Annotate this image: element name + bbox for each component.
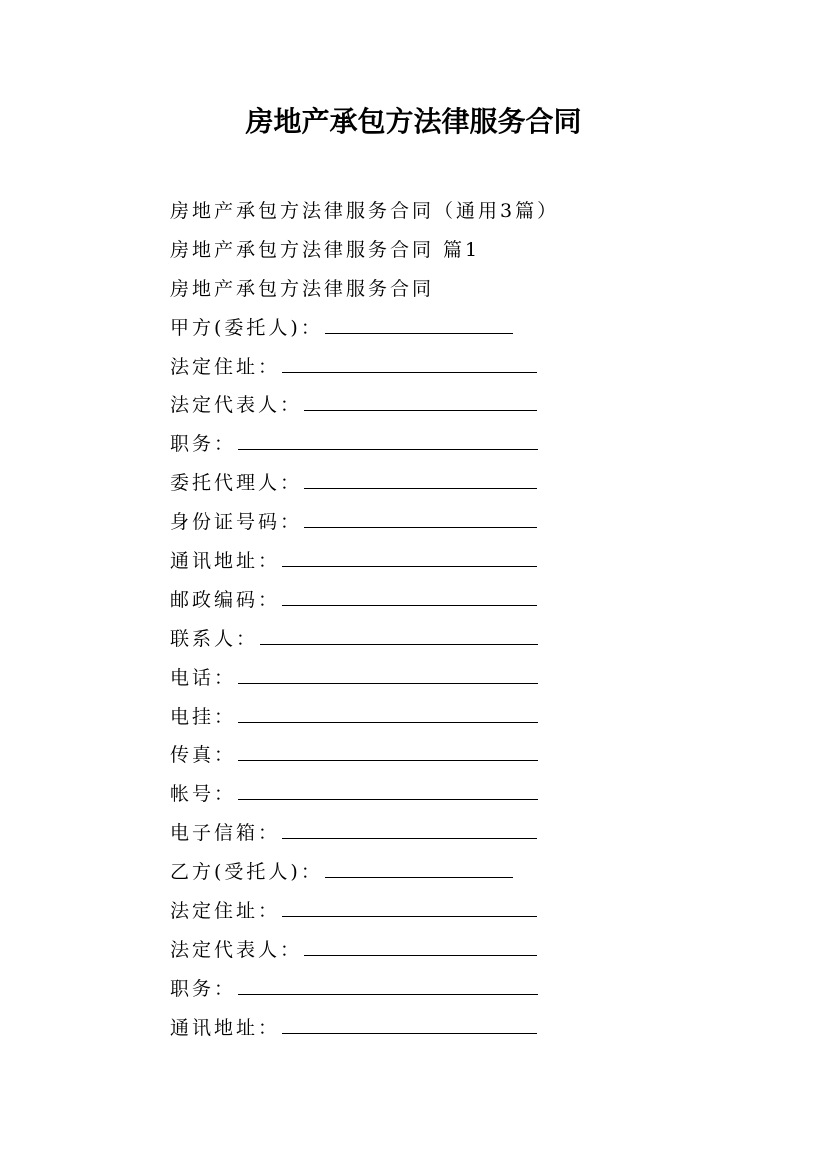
- field-line: [170, 503, 730, 542]
- field-label: 法定住址：: [170, 900, 281, 923]
- field-label: 通讯地址：: [170, 1016, 281, 1039]
- field-label: 邮政编码：: [170, 588, 281, 611]
- field-label: 委托代理人：: [170, 472, 303, 495]
- fill-in-blank[interactable]: [282, 837, 537, 839]
- fill-in-blank[interactable]: [304, 526, 537, 528]
- field-label: 法定住址：: [170, 355, 281, 378]
- document-body: [170, 192, 730, 1048]
- intro-line: 房地产承包方法律服务合同 篇1: [170, 238, 481, 261]
- fill-in-blank[interactable]: [325, 876, 513, 878]
- fill-in-blank[interactable]: [238, 993, 538, 995]
- field-line: [170, 425, 730, 464]
- fill-in-blank[interactable]: [260, 643, 538, 645]
- fill-in-blank[interactable]: [304, 409, 537, 411]
- field-label: 职务：: [170, 977, 237, 1000]
- field-label: 联系人：: [170, 627, 259, 650]
- field-line: [170, 814, 730, 853]
- field-line: [170, 348, 730, 387]
- fill-in-blank[interactable]: [282, 565, 537, 567]
- field-line: [170, 659, 730, 698]
- fill-in-blank[interactable]: [238, 682, 538, 684]
- field-line: [170, 970, 730, 1009]
- field-label: 帐号：: [170, 783, 237, 806]
- field-line: [170, 775, 730, 814]
- party-a-heading: 甲方(委托人)：: [170, 316, 323, 339]
- field-label: 电子信箱：: [170, 822, 281, 845]
- fill-in-blank[interactable]: [282, 604, 537, 606]
- field-label: 法定代表人：: [170, 394, 303, 417]
- party-b-heading: 乙方(受托人)：: [170, 861, 323, 884]
- field-label: 身份证号码：: [170, 511, 303, 534]
- fill-in-blank[interactable]: [238, 448, 538, 450]
- field-label: 电挂：: [170, 705, 237, 728]
- intro-line: 房地产承包方法律服务合同（通用3篇）: [170, 200, 560, 222]
- field-line: [170, 464, 730, 503]
- fill-in-blank[interactable]: [238, 721, 538, 723]
- intro-line: 房地产承包方法律服务合同: [170, 277, 435, 300]
- document-title: 房地产承包方法律服务合同: [245, 105, 582, 138]
- party-a-heading-line: [170, 309, 730, 348]
- fill-in-blank[interactable]: [238, 759, 538, 761]
- field-line: [170, 1009, 730, 1048]
- field-line: [170, 620, 730, 659]
- field-label: 法定代表人：: [170, 938, 303, 961]
- field-label: 传真：: [170, 744, 237, 767]
- field-line: [170, 542, 730, 581]
- field-line: [170, 698, 730, 737]
- fill-in-blank[interactable]: [304, 954, 537, 956]
- fill-in-blank[interactable]: [325, 332, 513, 334]
- fill-in-blank[interactable]: [304, 487, 537, 489]
- fill-in-blank[interactable]: [282, 915, 537, 917]
- field-line: [170, 931, 730, 970]
- fill-in-blank[interactable]: [238, 798, 538, 800]
- field-label: 通讯地址：: [170, 550, 281, 573]
- field-line: [170, 581, 730, 620]
- field-line: [170, 892, 730, 931]
- field-label: 电话：: [170, 666, 237, 689]
- fill-in-blank[interactable]: [282, 371, 537, 373]
- field-line: [170, 386, 730, 425]
- party-b-heading-line: [170, 853, 730, 892]
- field-label: 职务：: [170, 433, 237, 456]
- field-line: [170, 736, 730, 775]
- fill-in-blank[interactable]: [282, 1032, 537, 1034]
